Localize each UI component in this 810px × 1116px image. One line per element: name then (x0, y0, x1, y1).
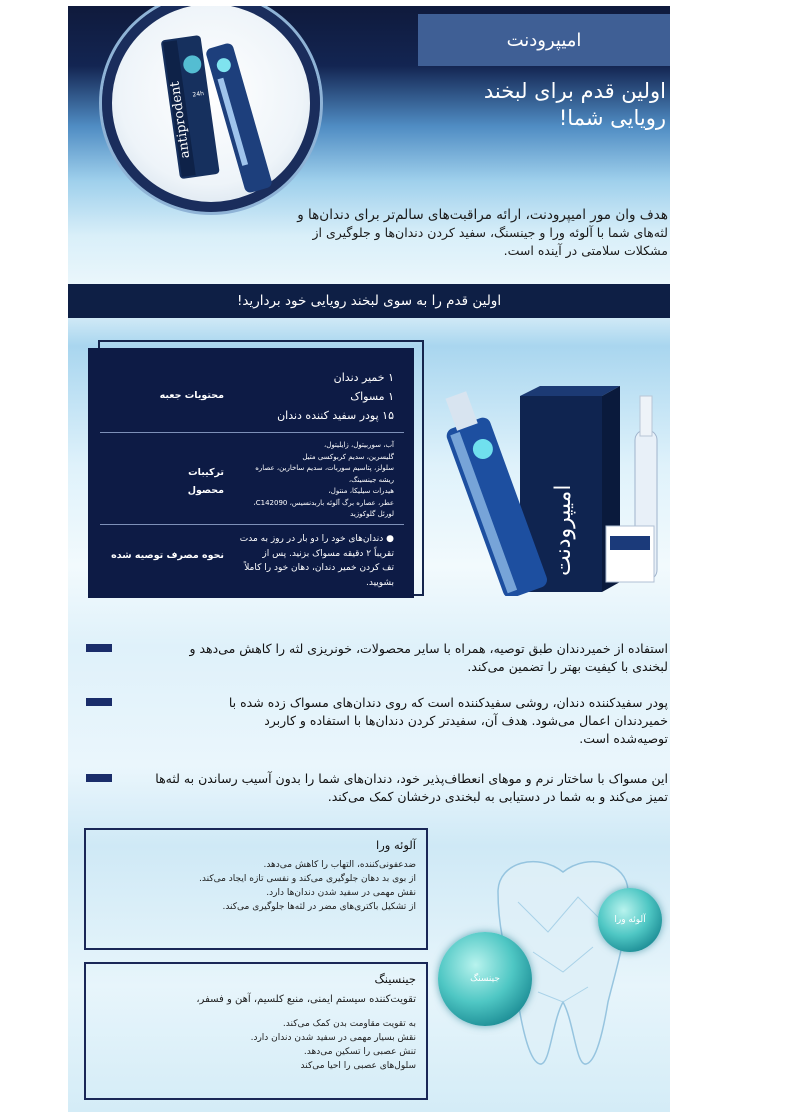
bullet-toothpaste (86, 640, 668, 676)
spec-row-usage (88, 532, 414, 598)
bullet-powder (86, 694, 668, 748)
usage-line: تف کردن خمیر دندان، دهان خود را کاملاً (244, 563, 394, 573)
bullet-marker (86, 774, 112, 782)
ingredient-line: لورئل گلوکوزید (350, 510, 394, 518)
ingredient-line: گلیسرین، سدیم کربوکسی متیل (302, 452, 394, 461)
box-brand-text: antiprodent (167, 80, 194, 160)
product-image-circle (102, 6, 320, 212)
bullet-text: این مسواک با ساختار نرم و موهای انعطاف‌پذیر خود، دندان‌های شما را بدون آسیب رساندن به لثه‌ها تمیز می‌کند و به شما در دستیابی به لبخندی درخشان کمک می‌کند. (155, 771, 668, 804)
brand-title-bar (418, 14, 670, 66)
spec-divider (100, 524, 404, 525)
contents-item: ۱ مسواک (350, 390, 394, 403)
ingredient-line: سلولز، پتاسیم سوربات، سدیم ساخارین، عصاره (255, 464, 394, 472)
product-set-illustration (430, 386, 670, 596)
spec-label-contents: محتویات جعبه (159, 390, 224, 401)
ingredient-line: عطر، عصاره برگ آلوئه باربدنسیس، C142090، (253, 498, 394, 507)
spec-value-contents (224, 368, 394, 425)
spec-divider (100, 432, 404, 433)
ingredient-line: آب، سوربیتول، زایلیتول، (323, 441, 394, 449)
toothpaste-illustration (112, 6, 310, 202)
ginseng-info-box (84, 962, 428, 1100)
ingredients-label-line: ترکیبات (188, 467, 224, 478)
aloe-line: ضدعفونی‌کننده، التهاب را کاهش می‌دهد. (263, 860, 416, 870)
product-page (68, 6, 670, 1112)
ingredients-label-line: محصول (187, 485, 224, 496)
spec-value-usage (224, 532, 394, 590)
spec-row-ingredients (88, 440, 414, 520)
bullet-marker (86, 698, 112, 706)
bullet-text: استفاده از خمیردندان طبق توصیه، همراه با سایر محصولات، خونریزی لثه را کاهش می‌دهد و لبخندی با کیفیت بهتر را تضمین می‌کند. (189, 641, 668, 674)
ginseng-line: تنش عصبی را تسکین می‌دهد. (303, 1047, 416, 1057)
aloe-line: از تشکیل باکتری‌های مضر در لثه‌ها جلوگیری می‌کند. (222, 902, 416, 912)
headline (394, 78, 666, 132)
usage-line: تقریباً ۲ دقیقه مسواک بزنید. پس از (262, 548, 394, 559)
spec-value-ingredients (224, 440, 394, 521)
ginseng-lead: تقویت‌کننده سیستم ایمنی، منبع کلسیم، آهن و فسفر، (196, 994, 416, 1005)
aloe-bubble: آلوئه ورا (598, 888, 662, 952)
usage-bullet-icon: ● (383, 534, 394, 544)
headline-line-1: اولین قدم برای لبخند (483, 79, 666, 103)
bullet-text: پودر سفیدکننده دندان، روشی سفیدکننده است که روی دندان‌های مسواک زده شده با خمیردندان اعمال می‌شود. هدف آن، سفیدتر کردن دندان‌ها با استفاده و کاربرد توصیه‌شده است. (228, 695, 668, 746)
aloe-title: آلوئه ورا (376, 838, 416, 852)
headline-line-2: رویایی شما! (558, 106, 666, 130)
spec-row-contents (88, 368, 414, 438)
cta-band (68, 284, 670, 318)
usage-line: بشویید. (366, 577, 394, 588)
contents-item: ۱ خمیر دندان (333, 371, 394, 384)
spec-card (88, 348, 414, 598)
contents-item: ۱۵ پودر سفید کننده دندان (277, 409, 394, 422)
badge-text: 24h (192, 90, 205, 99)
intro-paragraph (268, 206, 668, 260)
box-brand-label: امیپرودنت (551, 484, 576, 576)
spec-label-ingredients (104, 464, 224, 500)
ginseng-title: جینسینگ (374, 972, 416, 986)
ingredient-line: هیدرات سیلیکا، منتول، (328, 487, 394, 495)
usage-line: ● دندان‌های خود را دو بار در روز به مدت (239, 534, 394, 544)
bullet-toothbrush (86, 770, 668, 806)
intro-lead: هدف وان مور امیپرودنت، ارائه مراقبت‌های سالم‌تر برای دندان‌ها و (297, 207, 668, 223)
spec-label-usage: نحوه مصرف توصیه شده (111, 550, 224, 561)
intro-rest: لثه‌های شما با آلوئه ورا و جینسنگ، سفید کردن دندان‌ها و جلوگیری از مشکلات سلامتی در آینده است. (312, 225, 668, 258)
brand-title: امیپرودنت (506, 29, 582, 51)
ginseng-line: نقش بسیار مهمی در سفید شدن دندان دارد. (250, 1033, 416, 1043)
ingredient-line: ریشه جینسینگ، (348, 475, 394, 484)
bullet-marker (86, 644, 112, 652)
ginseng-line: به تقویت مقاومت بدن کمک می‌کند. (282, 1019, 416, 1029)
aloe-line: از بوی بد دهان جلوگیری می‌کند و نفسی تازه ایجاد می‌کند. (199, 874, 416, 884)
aloe-info-box (84, 828, 428, 950)
cta-band-text: اولین قدم را به سوی لبخند رویایی خود بردارید! (236, 293, 502, 309)
aloe-line: نقش مهمی در سفید شدن دندان‌ها دارد. (266, 888, 416, 898)
ginseng-line: سلول‌های عصبی را احیا می‌کند (300, 1061, 416, 1071)
ginseng-bubble: جینسنگ (438, 932, 532, 1026)
